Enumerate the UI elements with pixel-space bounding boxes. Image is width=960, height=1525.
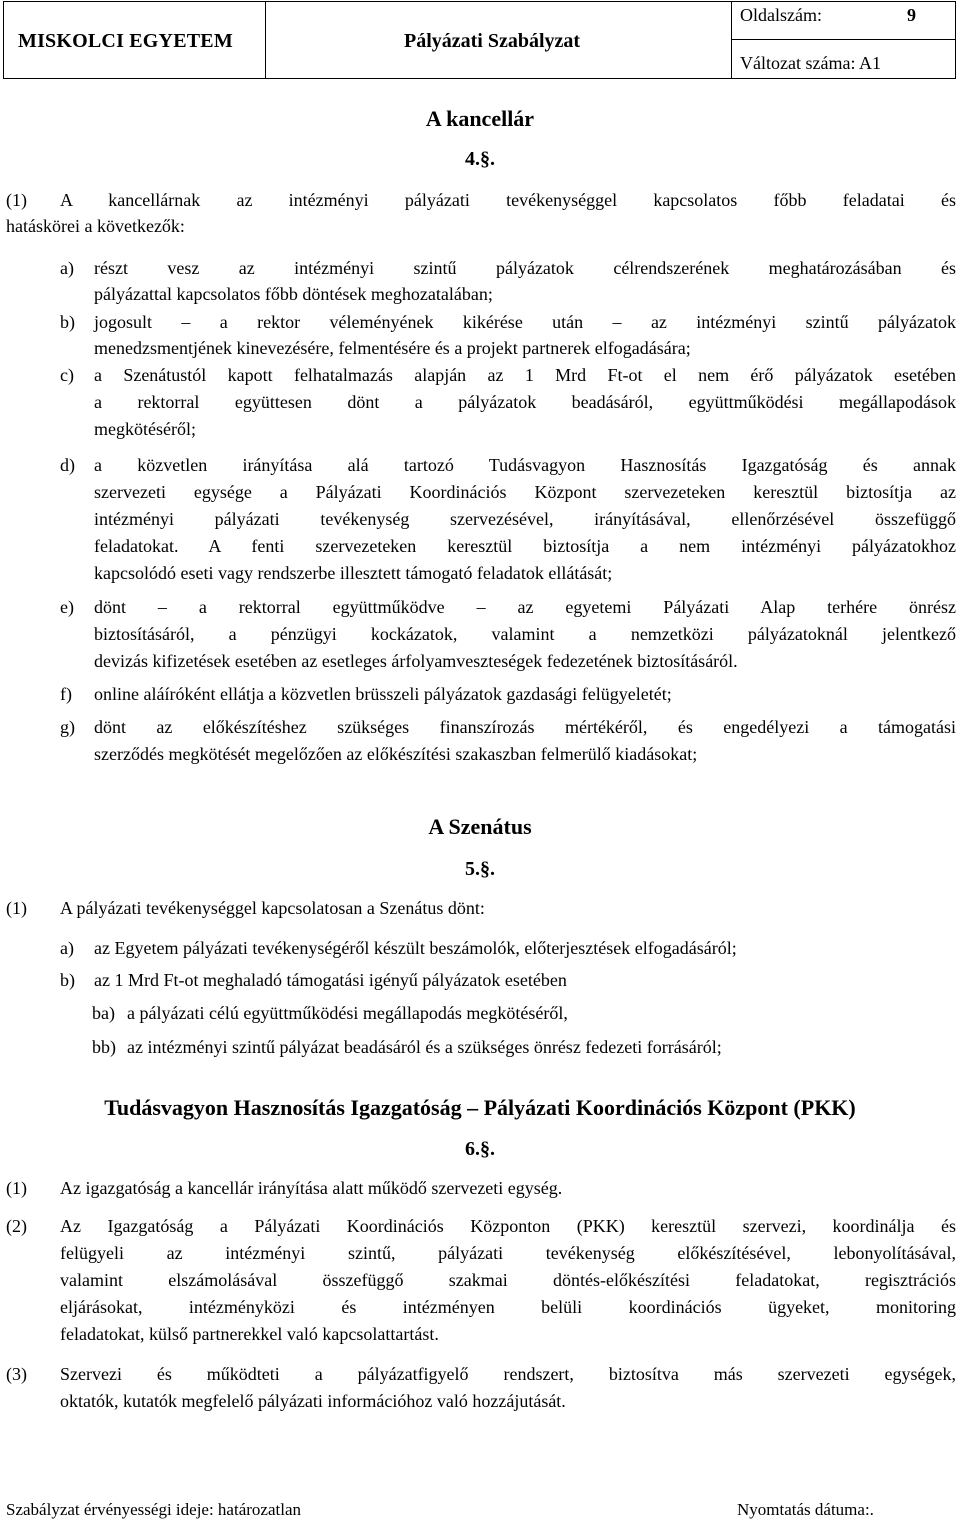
paragraph-line: Az Igazgatóság a Pályázati Koordinációs Központon (PKK) keresztül szervezi, koordinálja és [60,1216,956,1236]
list-item-line: dönt – a rektorral együttműködve – az egyetemi Pályázati Alap terhére önrész [94,597,956,617]
section-number-6: 6.§. [465,1138,495,1160]
list-item-line: a rektorral együttesen dönt a pályázatok beadásáról, együttműködési megállapodások [94,392,956,412]
sub-item-label: ba) [92,1003,115,1023]
paragraph-line: feladatokat, külső partnerekkel való kapcsolattartást. [60,1324,439,1344]
paragraph-line: oktatók, kutatók megfelelő pályázati információhoz való hozzájutását. [60,1391,566,1411]
list-item-line: online aláíróként ellátja a közvetlen brüsszeli pályázatok gazdasági felügyeletét; [94,684,672,704]
list-item-line: feladatokat. A fenti szervezeteken keresztül biztosítja a nem intézményi pályázatokhoz [94,536,956,556]
list-item-line: menedzsmentjének kinevezésére, felmentésére és a projekt partnerek elfogadására; [94,338,691,358]
list-item-line: az Egyetem pályázati tevékenységéről készült beszámolók, előterjesztések elfogadásáról; [94,938,737,958]
list-item-line: a Szenátustól kapott felhatalmazás alapján az 1 Mrd Ft-ot el nem érő pályázatok esetében [94,365,956,385]
page-number: 9 [907,5,916,25]
paragraph-line: felügyeli az intézményi szintű, pályázati tevékenység előkészítésével, lebonyolításával, [60,1243,956,1263]
list-item-line: biztosításáról, a pénzügyi kockázatok, valamint a nemzetközi pályázatoknál jelentkező [94,624,956,644]
list-item-label: c) [60,365,74,385]
page-header [3,1,956,79]
list-item-line: jogosult – a rektor véleményének kikérése után – az intézményi szintű pályázatok [94,312,956,332]
sub-item-label: bb) [92,1037,116,1057]
paragraph-line: A pályázati tevékenységgel kapcsolatosan a Szenátus dönt: [60,898,485,918]
paragraph-line: A kancellárnak az intézményi pályázati tevékenységgel kapcsolatos főbb feladatai és [60,190,956,210]
paragraph-number: (1) [6,1178,27,1198]
footer-validity: Szabályzat érvényességi ideje: határozatlan [6,1500,301,1519]
section-number-4: 4.§. [465,148,495,170]
paragraph-number: (3) [6,1364,27,1384]
list-item-label: a) [60,938,74,958]
section-heading-szenatus: A Szenátus [428,814,532,839]
paragraph-line: eljárásokat, intézményközi és intézményen belüli koordinációs ügyeket, monitoring [60,1297,956,1317]
list-item-line: kapcsolódó eseti vagy rendszerbe illesztett támogató feladatok ellátását; [94,563,613,583]
paragraph-number: (1) [6,898,27,918]
list-item-label: g) [60,717,75,737]
paragraph-line: hatáskörei a következők: [6,216,185,236]
list-item-line: megkötéséről; [94,419,196,439]
list-item-label: b) [60,970,75,990]
sub-item-line: az intézményi szintű pályázat beadásáról és a szükséges önrész fedezeti forrásáról; [127,1037,722,1057]
list-item-line: pályázattal kapcsolatos főbb döntések meghozatalában; [94,284,493,304]
paragraph-number: (2) [6,1216,27,1236]
header-page-cell [732,2,955,40]
header-title-cell [266,2,732,78]
list-item-line: dönt az előkészítéshez szükséges finanszírozás mértékéről, és engedélyezi a támogatási [94,717,956,737]
page-label: Oldalszám: [740,5,822,25]
section-number-5: 5.§. [465,858,495,880]
paragraph-line: Szervezi és működteti a pályázatfigyelő rendszert, biztosítva más szervezeti egységek, [60,1364,956,1384]
list-item-line: intézményi pályázati tevékenység szervezésével, irányításával, ellenőrzésével összefüggő [94,509,956,529]
list-item-label: d) [60,455,75,475]
header-institution-cell [4,2,266,78]
list-item-label: b) [60,312,75,332]
list-item-line: részt vesz az intézményi szintű pályázatok célrendszerének meghatározásában és [94,258,956,278]
list-item-line: az 1 Mrd Ft-ot meghaladó támogatási igényű pályázatok esetében [94,970,567,990]
version-label: Változat száma: A1 [740,53,881,73]
section-heading-pkk: Tudásvagyon Hasznosítás Igazgatóság – Pályázati Koordinációs Központ (PKK) [104,1095,856,1120]
list-item-line: szerződés megkötését megelőzően az előkészítési szakaszban felmerülő kiadásokat; [94,744,698,764]
list-item-label: e) [60,597,74,617]
list-item-label: a) [60,258,74,278]
sub-item-line: a pályázati célú együttműködési megállapodás megkötéséről, [127,1003,568,1023]
paragraph-number: (1) [6,190,27,210]
paragraph-line: Az igazgatóság a kancellár irányítása alatt működő szervezeti egység. [60,1178,563,1198]
institution-name: MISKOLCI EGYETEM [18,30,233,52]
header-version-cell [732,40,955,78]
footer-print-date: Nyomtatás dátuma:. [737,1500,874,1519]
list-item-line: a közvetlen irányítása alá tartozó Tudásvagyon Hasznosítás Igazgatóság és annak [94,455,956,475]
paragraph-line: valamint elszámolásával összefüggő szakmai döntés-előkészítési feladatokat, regisztrációs [60,1270,956,1290]
document-title: Pályázati Szabályzat [404,30,581,52]
list-item-line: szervezeti egysége a Pályázati Koordinációs Központ szervezeteken keresztül biztosítja az [94,482,956,502]
list-item-label: f) [60,684,72,704]
list-item-line: devizás kifizetések esetében az esetleges árfolyamveszteségek fedezetének biztosításáról. [94,651,738,671]
section-heading-kancellar: A kancellár [425,106,535,131]
